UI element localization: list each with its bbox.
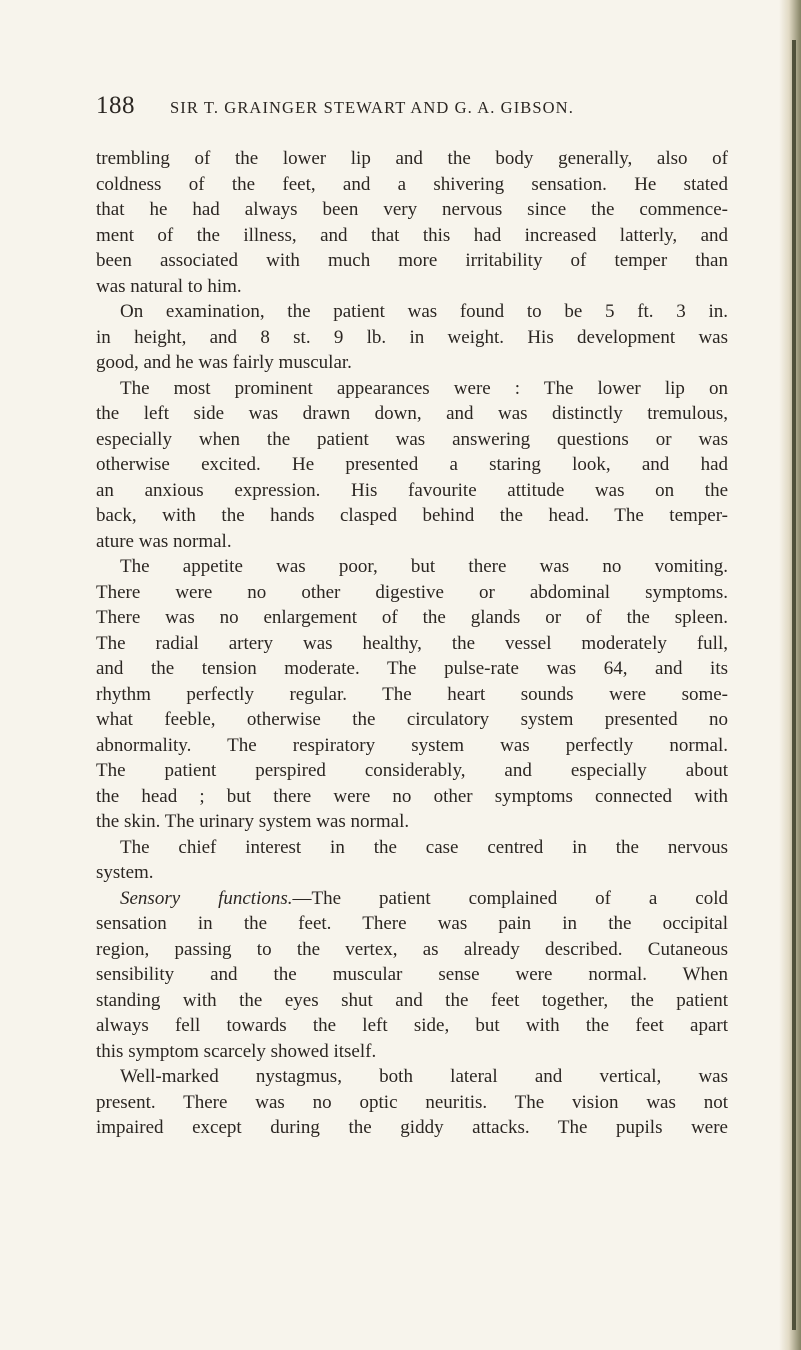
text-line: always fell towards the left side, but with the feet apart [96,1015,728,1036]
text-line: The patient perspired considerably, and especially about [96,760,728,781]
text-line-rest: —The patient complained of a cold [292,887,728,909]
text-line: The appetite was poor, but there was no vomiting. [120,556,728,577]
text-line: what feeble, otherwise the circulatory system presented no [96,709,728,730]
text-line: Well-marked nystagmus, both lateral and vertical, was [120,1066,728,1087]
section-heading-italic: Sensory functions. [120,887,293,909]
page-header [96,92,696,122]
text-line: ment of the illness, and that this had increased latterly, and [96,224,728,246]
text-line: back, with the hands clasped behind the head. The temper- [96,505,728,526]
text-line: sensibility and the muscular sense were normal. When [96,964,728,985]
text-line: the left side was drawn down, and was distinctly tremulous, [96,403,728,424]
text-line: region, passing to the vertex, as already described. Cutaneous [96,938,728,960]
text-line: On examination, the patient was found to be 5 ft. 3 in. [120,301,728,322]
text-line: standing with the eyes shut and the feet together, the patient [96,989,728,1011]
text-line: otherwise excited. He presented a staring look, and had [96,454,728,475]
text-line: an anxious expression. His favourite attitude was on the [96,479,728,501]
text-line: this symptom scarcely showed itself. [96,1040,377,1062]
text-line: was natural to him. [96,275,242,297]
body-text [96,146,728,1141]
text-line: system. [96,862,154,883]
text-line: The chief interest in the case centred in the nervous [120,836,728,858]
text-line: the skin. The urinary system was normal. [96,811,410,832]
text-line: rhythm perfectly regular. The heart sounds were some- [96,683,728,705]
text-line: There was no enlargement of the glands or of the spleen. [96,607,728,628]
text-line: present. There was no optic neuritis. The vision was not [96,1091,728,1113]
page-edge-shadow [779,0,801,1350]
text-line: good, and he was fairly muscular. [96,352,352,373]
page-number: 188 [96,92,135,119]
text-line: sensation in the feet. There was pain in the occipital [96,913,728,934]
text-line: The most prominent appearances were : The lower lip on [120,377,728,399]
text-line: The radial artery was healthy, the vessel moderately full, [96,632,728,654]
text-line: trembling of the lower lip and the body generally, also of [96,148,728,169]
page-edge-binding [792,40,796,1330]
text-line: ature was normal. [96,530,232,552]
running-head: SIR T. GRAINGER STEWART AND G. A. GIBSON. [170,98,574,117]
text-line: and the tension moderate. The pulse-rate was 64, and its [96,658,728,679]
text-line: coldness of the feet, and a shivering sensation. He stated [96,173,728,195]
text-line: impaired except during the giddy attacks. The pupils were [96,1117,728,1138]
text-line [96,886,728,912]
text-line: been associated with much more irritability of temper than [96,250,728,271]
text-line: in height, and 8 st. 9 lb. in weight. His development was [96,326,728,348]
text-line: abnormality. The respiratory system was perfectly normal. [96,734,728,756]
text-line: the head ; but there were no other symptoms connected with [96,785,728,807]
text-line: There were no other digestive or abdominal symptoms. [96,581,728,603]
text-line: that he had always been very nervous since the commence- [96,199,728,220]
text-line: especially when the patient was answering questions or was [96,428,728,450]
